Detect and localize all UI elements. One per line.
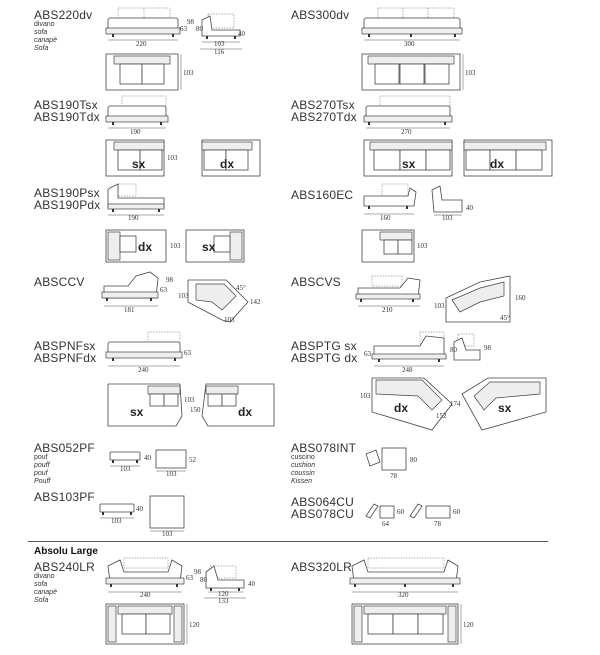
code-abs190pdx: ABS190Pdx bbox=[34, 198, 101, 212]
code-abs220dv: ABS220dv bbox=[34, 8, 93, 22]
abs103pf-d103: 103 bbox=[162, 530, 173, 538]
abscvs-top bbox=[434, 276, 526, 322]
code-absptgdx: ABSPTG dx bbox=[291, 351, 358, 365]
abs240lr-side bbox=[200, 566, 256, 605]
abs052pf-front bbox=[110, 452, 152, 473]
abs160ec-side bbox=[432, 186, 474, 222]
code-abs078cu: ABS078CU bbox=[291, 507, 354, 521]
abscvs-angle: 45° bbox=[500, 314, 510, 322]
lang-de: Sofa bbox=[34, 597, 49, 604]
abs190t-top-sx bbox=[106, 140, 178, 176]
abs240lr-h63: 63 bbox=[186, 574, 193, 582]
abs160ec-top bbox=[362, 230, 428, 262]
abs270t-sx-label: sx bbox=[402, 157, 416, 171]
abs190p-dx-label: dx bbox=[138, 240, 153, 254]
absptg-d103: 103 bbox=[360, 392, 371, 400]
abs160ec-d103: 103 bbox=[442, 214, 453, 222]
lang-en: pouff bbox=[34, 462, 50, 469]
abscu-w78: 78 bbox=[434, 520, 441, 528]
absptg-top-dx bbox=[360, 378, 452, 430]
abspnf-front bbox=[106, 332, 192, 374]
code-abs300dv: ABS300dv bbox=[291, 8, 350, 22]
abs190t-dx-label: dx bbox=[220, 157, 235, 171]
absptg-front bbox=[364, 332, 446, 374]
absccv-front bbox=[102, 272, 174, 314]
absccv-d103: 103 bbox=[178, 292, 189, 300]
abs052pf-d52: 52 bbox=[189, 456, 196, 464]
abscvs-width: 210 bbox=[382, 306, 393, 314]
absptg-top-sx bbox=[450, 378, 546, 430]
abs320lr-top-depth: 120 bbox=[463, 621, 474, 629]
abs190p-front bbox=[108, 184, 164, 222]
abs220dv-top-depth: 103 bbox=[183, 69, 194, 77]
abs300dv-width: 300 bbox=[404, 40, 415, 48]
abs190t-front bbox=[106, 96, 168, 136]
abs220dv-d103: 103 bbox=[214, 40, 225, 48]
abs103pf-top bbox=[150, 496, 184, 538]
abscvs-d103: 103 bbox=[434, 302, 445, 310]
abs300dv-front bbox=[362, 8, 462, 48]
abscvs-d160: 160 bbox=[515, 294, 526, 302]
absccv-h98: 98 bbox=[166, 276, 173, 284]
absccv-angle: 45° bbox=[236, 284, 246, 292]
abs240lr-top-depth: 120 bbox=[189, 621, 200, 629]
abs078int-drawing bbox=[366, 448, 418, 480]
abs160ec-width: 160 bbox=[380, 214, 391, 222]
code-abs270tsx: ABS270Tsx bbox=[291, 98, 355, 112]
abs270t-top-dx bbox=[464, 140, 552, 176]
lang-en: sofa bbox=[34, 581, 48, 588]
abspnf-d150: 150 bbox=[190, 406, 201, 414]
absccv-side103: 103 bbox=[224, 316, 235, 324]
abs240lr-d120: 120 bbox=[218, 590, 229, 598]
abscvs-front bbox=[356, 276, 420, 314]
abs190t-depth: 103 bbox=[167, 154, 178, 162]
code-abs160ec: ABS160EC bbox=[291, 188, 354, 202]
lang-fr: canapé bbox=[34, 37, 57, 44]
abs220dv-side bbox=[196, 14, 246, 56]
absccv-d142: 142 bbox=[250, 298, 261, 306]
absptg-h80: 80 bbox=[450, 346, 457, 354]
abs270t-dx-label: dx bbox=[490, 157, 505, 171]
abs240lr-d133: 133 bbox=[218, 597, 229, 605]
abs220dv-top bbox=[106, 54, 194, 90]
lang-it: divano bbox=[34, 21, 55, 28]
abs052pf-top bbox=[156, 450, 197, 478]
absptg-sx-label: sx bbox=[498, 401, 512, 415]
abs052pf-w103: 103 bbox=[120, 465, 131, 473]
abspnf-h63: 63 bbox=[184, 349, 191, 357]
abs190p-depth: 103 bbox=[170, 242, 181, 250]
abspnf-d103: 103 bbox=[184, 396, 195, 404]
abs103pf-front bbox=[100, 504, 144, 525]
lang-de: Pouff bbox=[34, 478, 51, 485]
abspnf-dx-label: dx bbox=[238, 405, 253, 419]
absptg-h63: 63 bbox=[364, 350, 371, 358]
abs220dv-h63: 63 bbox=[180, 25, 187, 33]
abs270t-width: 270 bbox=[401, 128, 412, 136]
abs220dv-d116: 116 bbox=[214, 48, 225, 56]
abs052pf-top-w: 103 bbox=[166, 470, 177, 478]
abs160ec-top-depth: 103 bbox=[417, 242, 428, 250]
lang-de: Kissen bbox=[291, 478, 313, 485]
abs320lr-front bbox=[350, 558, 460, 599]
code-abs078int: ABS078INT bbox=[291, 441, 357, 455]
code-abs103pf: ABS103PF bbox=[34, 490, 95, 504]
abs190t-width: 190 bbox=[130, 128, 141, 136]
absccv-h63: 63 bbox=[160, 286, 167, 294]
lang-it: cuscino bbox=[291, 454, 315, 461]
lang-fr: canapé bbox=[34, 589, 57, 596]
abspnf-top-sx bbox=[108, 384, 201, 426]
absccv-top bbox=[178, 280, 261, 324]
absptg-dx-label: dx bbox=[394, 401, 409, 415]
abs240lr-h40: 40 bbox=[248, 580, 255, 588]
section-title: Absolu Large bbox=[34, 546, 98, 557]
code-abs190psx: ABS190Psx bbox=[34, 186, 100, 200]
abscu-w64: 64 bbox=[382, 520, 389, 528]
lang-de: Sofa bbox=[34, 45, 49, 52]
abs190p-width: 190 bbox=[128, 214, 139, 222]
abscu-h60-a: 60 bbox=[397, 508, 404, 516]
lang-en: sofa bbox=[34, 29, 48, 36]
abs190t-top-dx bbox=[202, 140, 260, 176]
abspnf-sx-label: sx bbox=[130, 405, 144, 419]
abs240lr-h80: 80 bbox=[200, 576, 207, 584]
absccv-width: 181 bbox=[124, 306, 135, 314]
lang-en: cushion bbox=[291, 462, 316, 469]
abs220dv-h98: 98 bbox=[187, 18, 194, 26]
abs160ec-front bbox=[364, 184, 416, 222]
abs220dv-width: 220 bbox=[136, 40, 147, 48]
abs320lr-top bbox=[352, 604, 474, 644]
abs320lr-width: 320 bbox=[398, 591, 409, 599]
abs220dv-front bbox=[106, 8, 195, 48]
abs300dv-top bbox=[362, 54, 476, 90]
code-abs270tdx: ABS270Tdx bbox=[291, 110, 357, 124]
abspnf-top-dx bbox=[202, 384, 274, 426]
abs220dv-h80: 80 bbox=[196, 25, 203, 33]
absptg-d174: 174 bbox=[450, 400, 461, 408]
abs190t-sx-label: sx bbox=[132, 157, 146, 171]
abs190p-top-sx bbox=[186, 230, 244, 262]
abs190p-sx-label: sx bbox=[202, 240, 216, 254]
abs052pf-h40: 40 bbox=[144, 454, 151, 462]
abscu-drawing bbox=[366, 504, 461, 528]
abs240lr-width: 240 bbox=[140, 591, 151, 599]
abs103pf-w103: 103 bbox=[111, 517, 122, 525]
abspnf-width: 240 bbox=[138, 366, 149, 374]
code-abs190tdx: ABS190Tdx bbox=[34, 110, 100, 124]
abs103pf-h40: 40 bbox=[136, 505, 143, 513]
absptg-side bbox=[450, 334, 492, 360]
lang-fr: coussin bbox=[291, 470, 315, 477]
abs270t-top-sx bbox=[364, 140, 452, 176]
lang-it: pouf bbox=[34, 454, 48, 461]
code-abspnfsx: ABSPNFsx bbox=[34, 339, 96, 353]
code-abscvs: ABSCVS bbox=[291, 275, 341, 289]
code-abs320lr: ABS320LR bbox=[291, 560, 352, 574]
absptg-h98: 98 bbox=[484, 344, 491, 352]
abs240lr-top bbox=[106, 604, 200, 644]
code-abs052pf: ABS052PF bbox=[34, 441, 95, 455]
abs240lr-front bbox=[106, 558, 202, 599]
abs078int-h80: 80 bbox=[410, 456, 417, 464]
abs220dv-h40: 40 bbox=[238, 30, 245, 38]
code-abs064cu: ABS064CU bbox=[291, 495, 354, 509]
abs270t-front bbox=[364, 96, 452, 136]
lang-fr: pouf bbox=[34, 470, 48, 477]
lang-it: divano bbox=[34, 573, 55, 580]
code-abs240lr: ABS240LR bbox=[34, 560, 95, 574]
abs300dv-top-depth: 103 bbox=[465, 69, 476, 77]
absptg-width: 248 bbox=[402, 366, 413, 374]
abscu-h60-b: 60 bbox=[453, 508, 460, 516]
code-abspnfdx: ABSPNFdx bbox=[34, 351, 97, 365]
abs240lr-h98: 98 bbox=[194, 568, 201, 576]
code-absptgsx: ABSPTG sx bbox=[291, 339, 357, 353]
abs190p-top-dx bbox=[106, 230, 181, 262]
abs160ec-h40: 40 bbox=[466, 204, 473, 212]
code-absccv: ABSCCV bbox=[34, 275, 85, 289]
absptg-d152: 152 bbox=[436, 412, 447, 420]
code-abs190tsx: ABS190Tsx bbox=[34, 98, 98, 112]
abs078int-w78: 78 bbox=[390, 472, 397, 480]
